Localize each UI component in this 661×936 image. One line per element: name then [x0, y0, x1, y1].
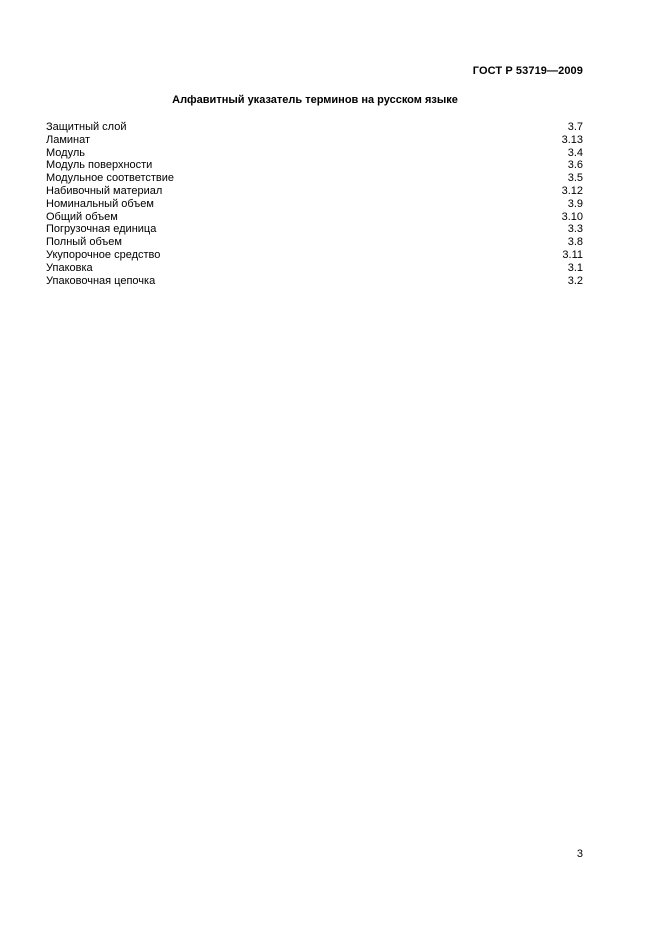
document-code: ГОСТ Р 53719—2009 [472, 65, 583, 77]
index-reference: 3.10 [561, 210, 583, 223]
index-reference: 3.5 [567, 172, 583, 185]
index-term: Общий объем [46, 210, 118, 223]
index-reference: 3.2 [567, 274, 583, 287]
index-title: Алфавитный указатель терминов на русском языке [172, 94, 458, 106]
term-index-list [46, 121, 583, 287]
index-term: Ламинат [46, 133, 91, 146]
index-entry [46, 172, 583, 185]
index-reference: 3.4 [567, 146, 583, 159]
index-entry [46, 198, 583, 211]
index-entry [46, 211, 583, 224]
index-entry [46, 236, 583, 249]
index-term: Упаковочная цепочка [46, 274, 156, 287]
page-number: 3 [576, 848, 583, 860]
index-reference: 3.9 [567, 197, 583, 210]
index-reference: 3.12 [561, 184, 583, 197]
index-reference: 3.13 [561, 133, 583, 146]
index-term: Полный объем [46, 236, 122, 249]
index-reference: 3.8 [567, 236, 583, 249]
index-reference: 3.3 [567, 223, 583, 236]
index-term: Укупорочное средство [46, 248, 161, 261]
index-entry [46, 223, 583, 236]
index-term: Погрузочная единица [46, 223, 157, 236]
index-entry [46, 185, 583, 198]
index-term: Набивочный материал [46, 184, 163, 197]
index-entry [46, 147, 583, 160]
index-entry [46, 249, 583, 262]
index-reference: 3.11 [562, 248, 583, 261]
index-reference: 3.6 [567, 159, 583, 172]
index-entry [46, 121, 583, 134]
index-reference: 3.1 [567, 261, 583, 274]
index-reference: 3.7 [567, 121, 583, 133]
index-entry [46, 262, 583, 275]
index-term: Модульное соответствие [46, 172, 175, 185]
index-term: Модуль [46, 146, 85, 159]
index-term: Модуль поверхности [46, 159, 153, 172]
index-term: Номинальный объем [46, 197, 154, 210]
index-entry [46, 134, 583, 147]
index-entry [46, 275, 583, 288]
index-term: Защитный слой [46, 121, 127, 133]
index-entry [46, 159, 583, 172]
index-term: Упаковка [46, 261, 93, 274]
